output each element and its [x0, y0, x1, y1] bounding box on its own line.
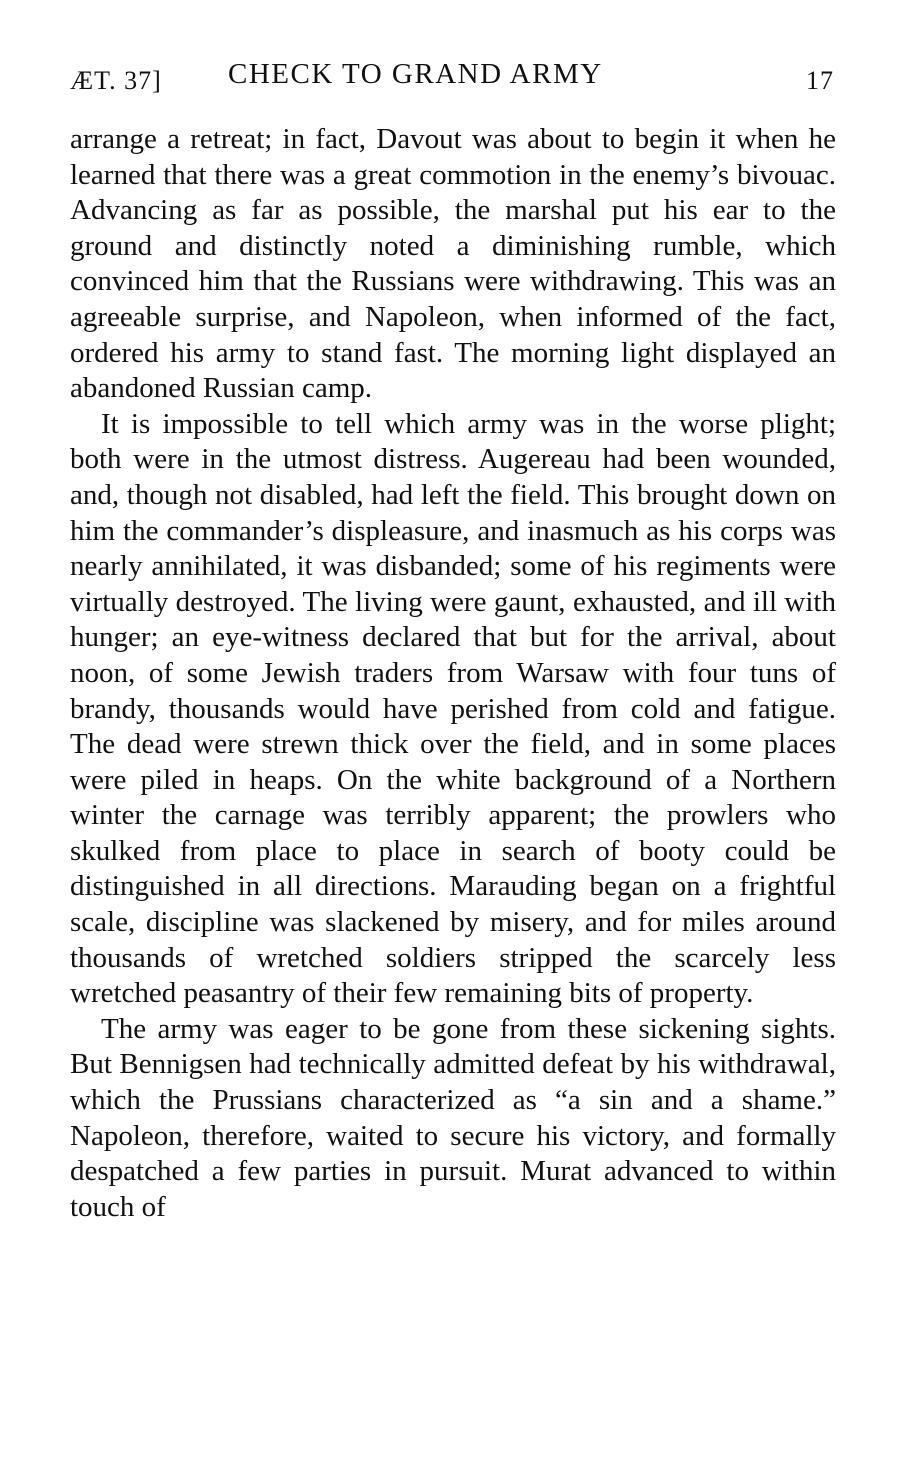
chapter-title: CHECK TO GRAND ARMY [228, 58, 603, 90]
header-age-note: ÆT. 37] [70, 66, 162, 95]
paragraph-2: It is impossible to tell which army was in the worse plight; both were in the utmost distress. Augereau had been wounded, and, though not disabled, had left the field. This brought down on him the commander’s displeasure, and inasmuch as his corps was nearly annihilated, it was disbanded; some of his regiments were virtually destroyed. The living were gaunt, exhausted, and ill with hunger; an eye-witness declared that but for the arrival, about noon, of some Jewish traders from Warsaw with four tuns of brandy, thousands would have perished from cold and fatigue. The dead were strewn thick over the field, and in some places were piled in heaps. On the white background of a Northern winter the carnage was terribly apparent; the prowlers who skulked from place to place in search of booty could be distinguished in all directions. Marauding began on a frightful scale, discipline was slackened by misery, and for miles around thousands of wretched soldiers stripped the scarcely less wretched peasantry of their few remaining bits of property. [70, 407, 836, 1010]
running-header [70, 58, 836, 102]
paragraph-3: The army was eager to be gone from these sickening sights. But Bennigsen had technically admitted defeat by his withdrawal, which the Prussians characterized as “a sin and a shame.” Napoleon, therefore, waited to secure his victory, and formally despatched a few parties in pursuit. Murat advanced to within touch of [70, 1012, 836, 1223]
book-page [70, 58, 836, 1225]
paragraph-1: arrange a retreat; in fact, Davout was about to begin it when he learned that there was a great commotion in the enemy’s bivouac. Advancing as far as possible, the marshal put his ear to the ground and distinctly noted a diminishing rumble, which convinced him that the Russians were withdrawing. This was an agreeable surprise, and Napoleon, when informed of the fact, ordered his army to stand fast. The morning light displayed an abandoned Russian camp. [70, 123, 836, 405]
page-number: 17 [806, 66, 834, 95]
body-text [70, 122, 836, 1225]
